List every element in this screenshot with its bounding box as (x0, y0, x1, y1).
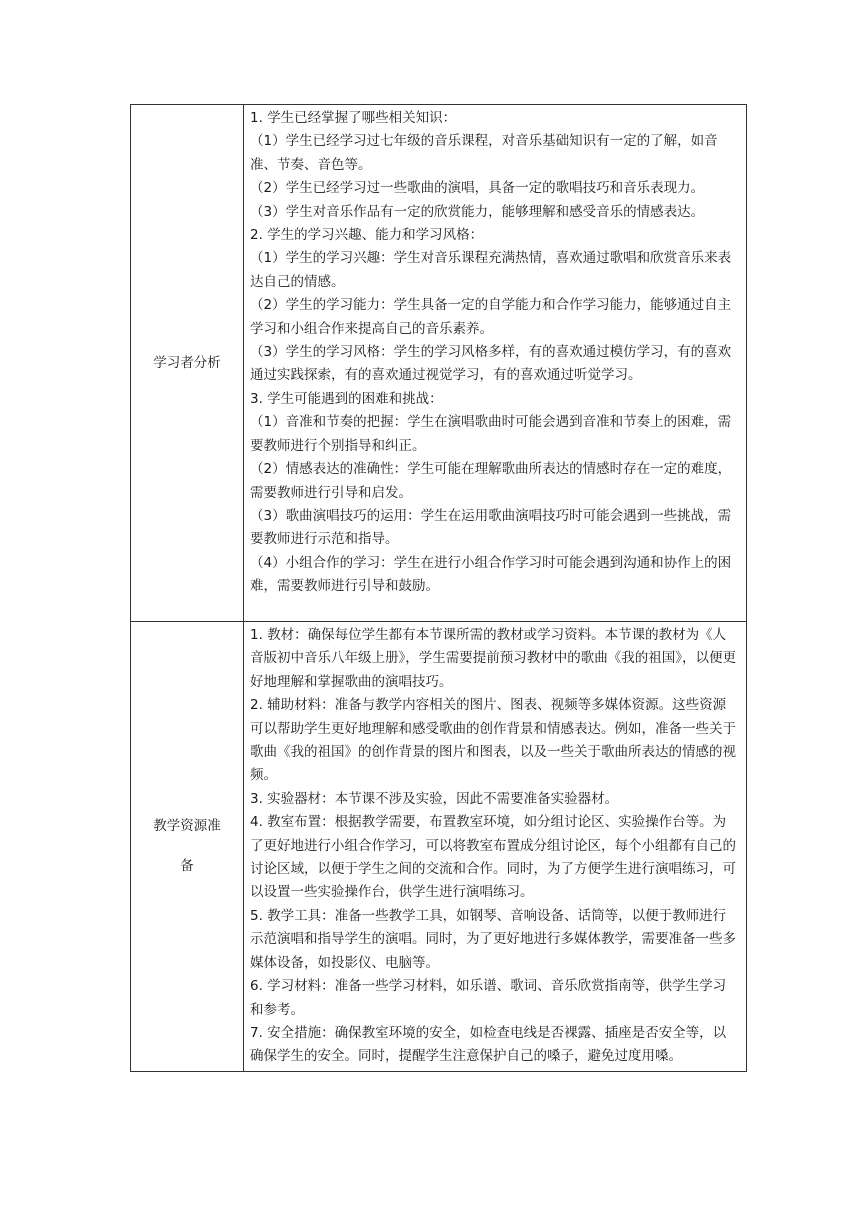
content-line: （2）情感表达的准确性：学生可能在理解歌曲所表达的情感时存在一定的难度，需要教师进行引导和启发。 (250, 461, 732, 501)
content-line: （3）学生的学习风格：学生的学习风格多样，有的喜欢通过模仿学习，有的喜欢通过实践探索，有的喜欢通过视觉学习，有的喜欢通过听觉学习。 (250, 344, 732, 384)
content-line: 2. 学生的学习兴趣、能力和学习风格： (250, 227, 484, 244)
table-row-teaching-resources (131, 622, 747, 1072)
content-line: （3）歌曲演唱技巧的运用：学生在运用歌曲演唱技巧时可能会遇到一些挑战，需要教师进行示范和指导。 (250, 507, 732, 548)
row-label: 学习者分析 (153, 355, 221, 371)
content-line: 2. 辅助材料：准备与教学内容相关的图片、图表、视频等多媒体资源。这些资源可以帮助学生更好地理解和感受歌曲的创作背景和情感表达。例如，准备一些关于歌曲《我的祖国》的创作背景的图片和图表，以及一些关于歌曲所表达的情感的视频。 (250, 697, 736, 784)
row-label: 教学资源准 (153, 818, 221, 835)
table-row-learner-analysis (131, 105, 747, 622)
row-content-cell (244, 622, 747, 1072)
lesson-plan-table (130, 104, 747, 1072)
content-line: （1）学生已经学习过七年级的音乐课程，对音乐基础知识有一定的了解，如音准、节奏、音色等。 (250, 133, 718, 173)
content-line: （4）小组合作的学习：学生在进行小组合作学习时可能会遇到沟通和协作上的困难，需要教师进行引导和鼓励。 (250, 554, 732, 595)
content-line: 7. 安全措施：确保教室环境的安全，如检查电线是否裸露、插座是否安全等，以确保学生的安全。同时，提醒学生注意保护自己的嗓子，避免过度用嗓。 (250, 1024, 727, 1065)
content-line: （2）学生的学习能力：学生具备一定的自学能力和合作学习能力，能够通过自主学习和小组合作来提高自己的音乐素养。 (250, 297, 732, 337)
content-line: 3. 实验器材：本节课不涉及实验，因此不需要准备实验器材。 (250, 790, 619, 807)
row-label-cell (131, 105, 244, 622)
content-line: 1. 学生已经掌握了哪些相关知识： (250, 110, 457, 126)
content-line: （3）学生对音乐作品有一定的欣赏能力，能够理解和感受音乐的情感表达。 (250, 203, 705, 220)
content-line: 6. 学习材料：准备一些学习材料，如乐谱、歌词、音乐欣赏指南等，供学生学习和参考。 (250, 978, 727, 1018)
content-line: 4. 教室布置：根据教学需要，布置教室环境，如分组讨论区、实验操作台等。为了更好地进行小组合作学习，可以将教室布置成分组讨论区，每个小组都有自己的讨论区域，以便于学生之间的交流和合作。同时，为了方便学生进行演唱练习，可以设置一些实验操作台，供学生进行演唱练习。 (250, 814, 736, 901)
content-line: （1）音准和节奏的把握：学生在演唱歌曲时可能会遇到音准和节奏上的困难，需要教师进行个别指导和纠正。 (250, 414, 732, 454)
content-line: （2）学生已经学习过一些歌曲的演唱，具备一定的歌唱技巧和音乐表现力。 (250, 180, 705, 197)
content-line: 3. 学生可能遇到的困难和挑战： (250, 390, 443, 407)
content-line: 1. 教材：确保每位学生都有本节课所需的教材或学习资料。本节课的教材为《人音版初中音乐八年级上册》，学生需要提前预习教材中的歌曲《我的祖国》，以便更好地理解和掌握歌曲的演唱技巧。 (250, 627, 736, 690)
row-label-cell (131, 622, 244, 1072)
row-content-cell (244, 105, 747, 622)
row-label: 备 (180, 858, 194, 875)
content-line: （1）学生的学习兴趣：学生对音乐课程充满热情，喜欢通过歌唱和欣赏音乐来表达自己的情感。 (250, 250, 732, 290)
content-line: 5. 教学工具：准备一些教学工具，如钢琴、音响设备、话筒等，以便于教师进行示范演唱和指导学生的演唱。同时，为了更好地进行多媒体教学，需要准备一些多媒体设备，如投影仪、电脑等。 (250, 907, 736, 971)
